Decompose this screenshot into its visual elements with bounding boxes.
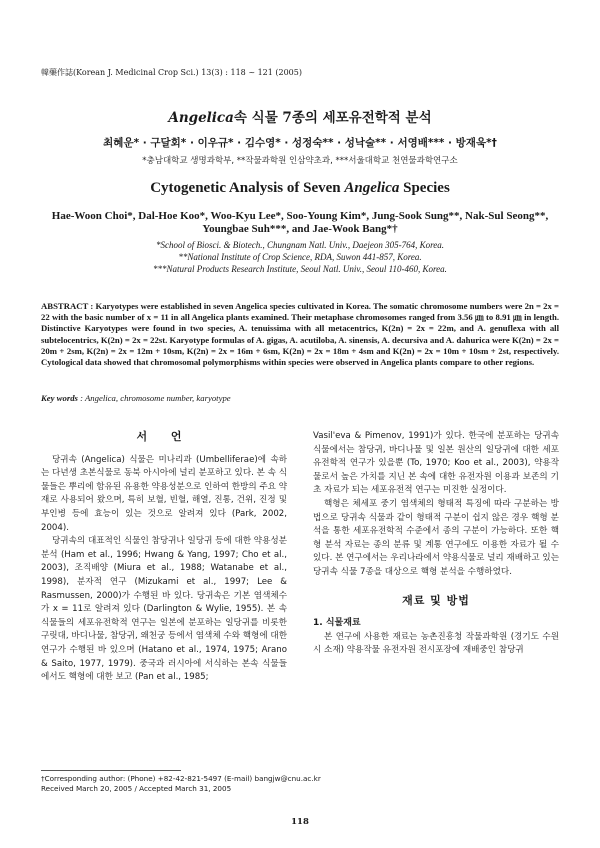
english-title-genus: Angelica	[344, 180, 400, 196]
english-title-pre: Cytogenetic Analysis of Seven	[150, 180, 345, 196]
right-column	[313, 430, 559, 658]
paragraph: Vasil'eva & Pimenov, 1991)가 있다. 한국에 분포하는 당귀속 식물에서는 참당귀, 바디나물 및 일본 원산의 일당귀에 대한 세포유전학적 연구가 있을뿐 (To, 1970; Koo et al., 2003), 약용작물로서 높은 가치를 지닌 본 속에 대한 유전자원 이용과 보존의 기초 자료가 되는 세포유전적 연구는 미진한 실정이다.	[313, 431, 559, 496]
footnote-corresponding-author: †Corresponding author: (Phone) +82-42-821-5497 (E-mail) bangjw@cnu.ac.kr	[41, 774, 321, 783]
english-title	[0, 180, 600, 197]
footnote-received: Received March 20, 2005 / Accepted March 31, 2005	[41, 784, 232, 793]
subsection-heading: 1. 식물재료	[313, 618, 361, 629]
korean-authors: 최혜운* · 구달회* · 이우규* · 김수영* · 성정숙** · 성낙술** · 서영배*** · 방재욱*†	[103, 137, 497, 149]
section-heading-introduction: 서 언	[136, 430, 192, 443]
section-heading-methods: 재료 및 방법	[402, 593, 470, 607]
abstract: ABSTRACT : Karyotypes were established in seven Angelica species cultivated in Korea. The somatic chromosome numbers were 2n = 2x = 22 with the basic number of x = 11 in all Angelica plants examined. Their metaphase chromosomes ranged from 3.56 ㎛ to 8.91 ㎛ in length. Distinctive Karyotypes were found in two species, A. tenuissima with all metacentrics, K(2n) = 2x = 22m, and A. genuflexa with all subtelocentrics, K(2n) = 2x = 22st. Karyotype formulas of A. gigas, A. acutiloba, A. sinensis, A. decursiva and A. dahurica were K(2n) = 2x = 20m + 2sm, K(2n) = 2x = 12m + 10sm, K(2n) = 2x = 16m + 6sm, K(2n) = 2x = 18m + 4sm and K(2n) = 2x = 10m + 10sm + 2st, respectively. Cytological data showed that chromosomal polymorphisms within species were observed in Angelica plants compare to other regions.	[41, 301, 559, 368]
korean-affiliations: *충남대학교 생명과학부, **작물과학원 인삼약초과, ***서울대학교 천연물과학연구소	[142, 156, 458, 166]
korean-title-rest: 속 식물 7종의 세포유전학적 분석	[233, 110, 432, 126]
keywords	[41, 393, 231, 403]
english-title-post: Species	[399, 180, 450, 196]
english-affiliation-2: **National Institute of Crop Science, RDA, Suwon 441-857, Korea.	[178, 252, 422, 262]
english-authors: Hae-Woon Choi*, Dal-Hoe Koo*, Woo-Kyu Lee*, Soo-Young Kim*, Jung-Sook Sung**, Nak-Sul Seong**, Youngbae Suh***, and Jae-Wook Bang*†	[51, 210, 549, 235]
paragraph: 핵형은 체세포 중기 염색체의 형태적 특징에 따라 구분하는 방법으로 당귀속 식물과 같이 형태적 구분이 쉽지 않은 경우 핵형 분석을 통한 세포유전학적 수준에서 종의 구분이 가능하다. 또한 핵형 분석 자료는 종의 분류 및 계통 연구에도 이용한 자료가 될 수 있다. 본 연구에서는 우리나라에서 약용식물로 널리 재배하고 있는 당귀속 식물 7종을 대상으로 핵형 분석을 수행하였다.	[313, 498, 559, 577]
english-affiliation-1: *School of Biosci. & Biotech., Chungnam Natl. Univ., Daejeon 305-764, Korea.	[156, 240, 444, 250]
keywords-label: Key words	[41, 393, 78, 403]
english-affiliation-3: ***Natural Products Research Institute, Seoul Natl. Univ., Seoul 110-460, Korea.	[153, 264, 447, 274]
page-number: 118	[291, 817, 309, 827]
keywords-text: : Angelica, chromosome number, karyotype	[77, 393, 231, 403]
paragraph: 당귀속 (Angelica) 식물은 미나리과 (Umbelliferae)에 속하는 다년생 초본식물로 동북 아시아에 널리 분포하고 있다. 본 속 식물들은 뿌리에 함유된 유용한 약용성분으로 인하여 한방의 주요 약재로 사용되어 왔으며, 특히 보혈, 빈혈, 해열, 진통, 건위, 진정 및 부인병 등에 효능이 있는 것으로 알려져 있다 (Park, 2002, 2004).	[41, 454, 287, 533]
footnote-divider	[41, 770, 181, 771]
korean-title-genus: Angelica	[168, 110, 234, 126]
journal-header: 韓藥作誌(Korean J. Medicinal Crop Sci.) 13(3) : 118 ~ 121 (2005)	[41, 68, 302, 77]
paragraph: 당귀속의 대표적인 식물인 참당귀나 일당귀 등에 대한 약용성분 분석 (Ham et al., 1996; Hwang & Yang, 1997; Cho et al., 2003), 조직배양 (Miura et al., 1988; Watanabe et al., 1998), 분자적 연구 (Mizukami et al., 1997; Lee & Rasmussen, 2000)가 수행된 바 있다. 당귀속은 기본 염색체수가 x = 11로 알려져 있다 (Darlington & Wylie, 1955). 본 속 식물들의 세포유전학적 연구는 일본에 분포하는 일당귀를 비롯한 구릿대, 바디나물, 참당귀, 왜천궁 등에서 염색체 수와 핵형에 대한 연구가 수행된 바 있으며 (Hatano et al., 1974, 1975; Arano & Saito, 1977, 1979). 중국과 러시아에 서식하는 본속 식물들에서도 핵형에 대한 보고 (Pan et al., 1985;	[41, 536, 287, 683]
left-column	[41, 430, 287, 685]
paragraph: 본 연구에 사용한 재료는 농촌진흥청 작물과학원 (경기도 수원시 소재) 약용작물 유전자원 전시포장에 재배중인 참당귀	[313, 631, 559, 656]
korean-title	[0, 106, 600, 126]
